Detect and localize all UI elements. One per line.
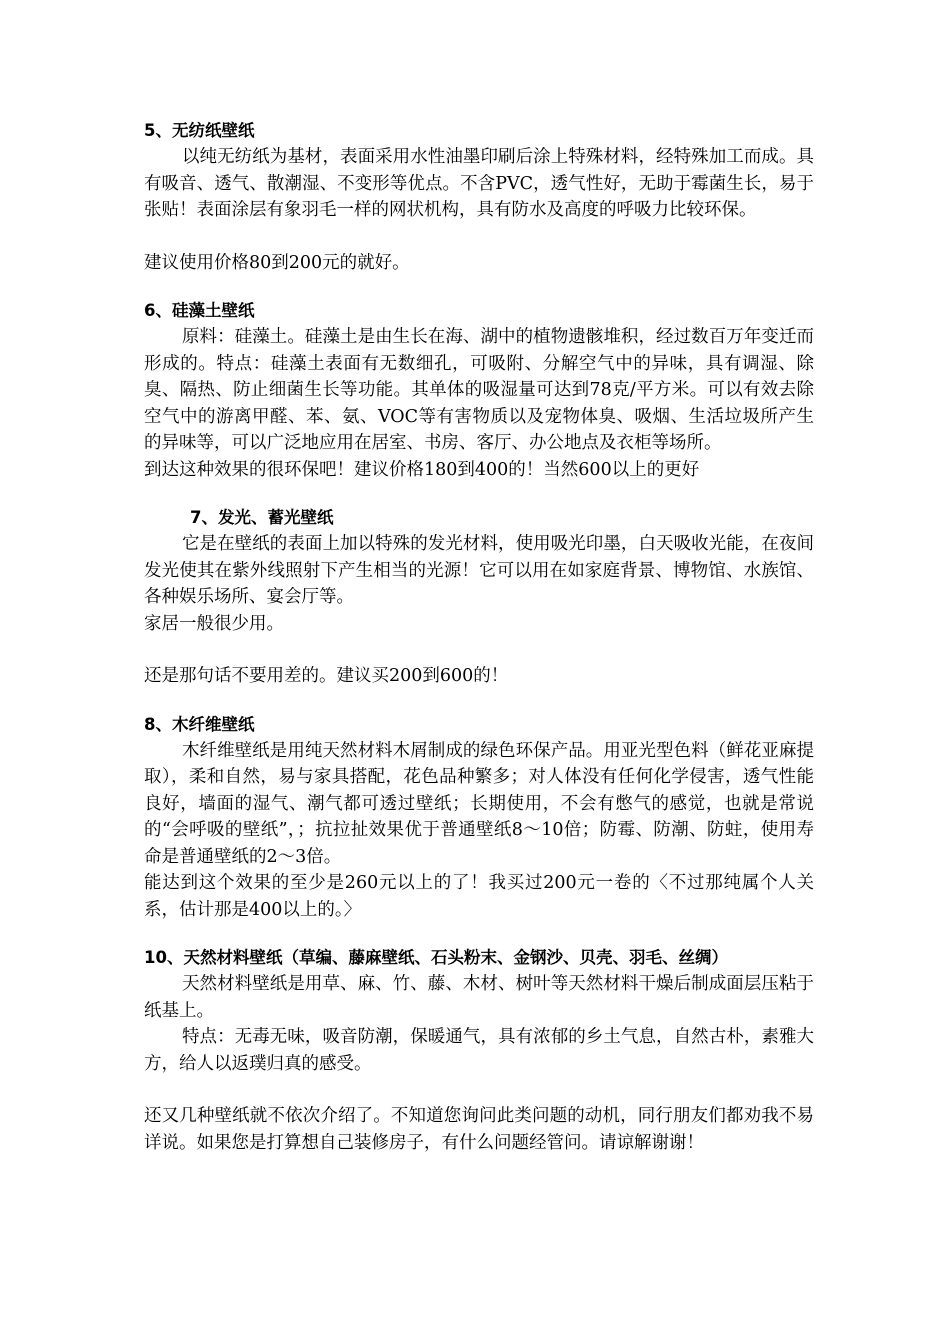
section-body-nonwoven: 以纯无纺纸为基材，表面采用水性油墨印刷后涂上特殊材料，经特殊加工而成。具有吸音、透气、散潮湿、不变形等优点。不含PVC，透气性好，无助于霉菌生长，易于张贴！表面涂层有象羽毛一样的网状机构，具有防水及高度的呼吸力比较环保。 <box>144 147 814 220</box>
section-note-luminous-1: 家居一般很少用。 <box>144 613 284 634</box>
document-content <box>144 118 814 1156</box>
section-body-natural-2: 特点：无毒无味，吸音防潮，保暖通气，具有浓郁的乡土气息，自然古朴，素雅大方，给人以返璞归真的感受。 <box>144 1027 814 1074</box>
section-heading-natural: 10、天然材料壁纸（草编、藤麻壁纸、石头粉末、金钢沙、贝壳、羽毛、丝绸） <box>144 948 728 967</box>
section-body-natural-1: 天然材料壁纸是用草、麻、竹、藤、木材、树叶等天然材料干燥后制成面层压粘于纸基上。 <box>144 974 814 1021</box>
section-heading-nonwoven: 5、无纺纸壁纸 <box>144 121 255 140</box>
section-heading-diatomite: 6、硅藻土壁纸 <box>144 301 255 320</box>
section-heading-wood-fiber: 8、木纤维壁纸 <box>144 714 255 734</box>
section-body-luminous: 它是在壁纸的表面上加以特殊的发光材料，使用吸光印墨，白天吸收光能，在夜间发光使其在紫外线照射下产生相当的光源！它可以用在如家庭背景、博物馆、水族馆、各种娱乐场所、宴会厅等。 <box>144 534 814 607</box>
section-note-wood-fiber: 能达到这个效果的至少是260元以上的了！我买过200元一卷的〈不过那纯属个人关系，估计那是400以上的。〉 <box>144 873 814 920</box>
section-note-diatomite: 到达这种效果的很环保吧！建议价格180到400的！当然600以上的更好 <box>144 459 700 480</box>
section-note-luminous-2: 还是那句话不要用差的。建议买200到600的！ <box>144 666 509 686</box>
closing-paragraph: 还又几种壁纸就不依次介绍了。不知道您询问此类问题的动机，同行朋友们都劝我不易详说。如果您是打算想自己装修房子，有什么问题经管问。请谅解谢谢！ <box>144 1106 814 1153</box>
section-note-nonwoven: 建议使用价格80到200元的就好。 <box>144 252 410 273</box>
section-body-diatomite: 原料：硅藻土。硅藻土是由生长在海、湖中的植物遗骸堆积，经过数百万年变迁而形成的。特点：硅藻土表面有无数细孔，可吸附、分解空气中的异味，具有调湿、除臭、隔热、防止细菌生长等功能。其单体的吸湿量可达到78克/平方米。可以有效去除空气中的游离甲醛、苯、氨、VOC等有害物质以及宠物体臭、吸烟、生活垃圾所产生的异味等，可以广泛地应用在居室、书房、客厅、办公地点及衣柜等场所。 <box>144 327 814 453</box>
section-heading-luminous: 7、发光、蓄光壁纸 <box>190 508 334 527</box>
section-body-wood-fiber: 木纤维壁纸是用纯天然材料木屑制成的绿色环保产品。用亚光型色料（鲜花亚麻提取），柔和自然，易与家具搭配，花色品种繁多；对人体没有任何化学侵害，透气性能良好，墙面的湿气、潮气都可透过壁纸；长期使用，不会有憋气的感觉，也就是常说的“会呼吸的壁纸”，；抗拉扯效果优于普通壁纸8～10倍；防霉、防潮、防蛀，使用寿命是普通壁纸的2～3倍。 <box>144 740 814 867</box>
